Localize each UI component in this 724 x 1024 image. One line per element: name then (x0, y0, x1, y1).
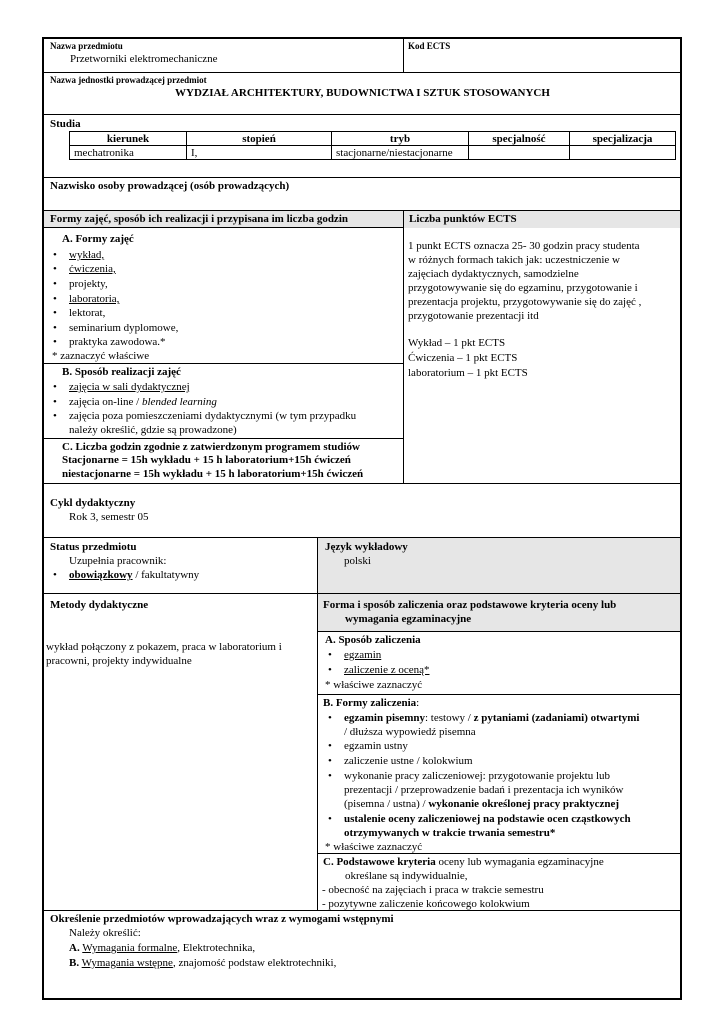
bullet-icon: • (53, 381, 57, 393)
initial-link: Wymagania wstępne (81, 957, 173, 969)
studia-value-row (70, 146, 676, 160)
bullet-icon: • (53, 307, 57, 319)
form-item-cwiczenia: ćwiczenia, (69, 263, 116, 275)
formal-value: , Elektrotechnika, (177, 942, 256, 954)
criteria-final-test: pozytywne zaliczenie końcowego kolokwium (328, 898, 530, 910)
assessment-graded-credit: zaliczenie z oceną* (344, 664, 430, 676)
bullet-icon: • (53, 293, 57, 305)
ects-desc-line: zajęciach dydaktycznych, samodzielne (408, 268, 579, 280)
bullet-icon: • (328, 770, 332, 782)
unit-label: Nazwa jednostki prowadzącej przedmiot (50, 75, 207, 85)
forms-a-note: * zaznaczyć właściwe (52, 350, 150, 362)
val-specjalizacja (570, 146, 676, 160)
bullet-icon: • (328, 813, 332, 825)
assessment-b-title-colon: : (416, 697, 420, 709)
studia-table (69, 131, 676, 160)
methods-line1: wykład połączony z pokazem, praca w laboratorium i (46, 641, 282, 653)
forms-b-title: B. Sposób realizacji zajęć (62, 366, 181, 378)
assessment-written-exam-line2: / dłuższa wypowiedź pisemna (344, 726, 476, 738)
assessment-project-line2: prezentacji / przeprowadzenie badań i prezentacja ich wyników (344, 784, 624, 796)
assessment-c-item1: - obecność na zajęciach i praca w trakcie semestru (322, 884, 544, 896)
language-title: Język wykładowy (325, 541, 408, 553)
status-optional: / fakultatywny (132, 569, 200, 581)
methods-title: Metody dydaktyczne (50, 599, 149, 611)
col-specjalnosc: specjalność (469, 132, 570, 146)
status-sub: Uzupełnia pracownik: (69, 555, 167, 567)
assessment-project-line1: wykonanie pracy zaliczeniowej: przygotowanie projektu lub (344, 770, 611, 782)
ects-desc-line: prezentacja projektu, przygotowywanie się do zajęć , (408, 296, 642, 308)
written-exam-rest: : testowy / (424, 712, 474, 724)
bullet-icon: • (328, 664, 332, 676)
assessment-project-line3 (344, 799, 619, 810)
prerequisites-formal (69, 943, 255, 954)
assessment-partial-line1: ustalenie oceny zaliczeniowej na podstawie ocen cząstkowych (344, 813, 631, 825)
written-exam-bold: egzamin pisemny (344, 712, 425, 724)
forms-title: Formy zajęć, sposób ich realizacji i przypisana im liczba godzin (50, 213, 348, 225)
bullet-icon: • (53, 396, 57, 408)
hours-niestacjonarne: niestacjonarne = 15h wykładu + 15 h laboratorium+15h ćwiczeń (62, 468, 364, 480)
ects-points-cwiczenia: Ćwiczenia – 1 pkt ECTS (408, 352, 518, 364)
ects-points-wyklad: Wykład – 1 pkt ECTS (408, 337, 506, 349)
project-line3-normal: (pisemna / ustna) / (344, 798, 429, 810)
methods-line2: pracowni, projekty indywidualne (46, 655, 192, 667)
bullet-icon: • (328, 712, 332, 724)
status-title: Status przedmiotu (50, 541, 137, 553)
forms-a-title: A. Formy zajęć (62, 233, 134, 245)
assessment-title-line1: Forma i sposób zaliczenia oraz podstawowe kryteria oceny lub (323, 599, 617, 611)
prerequisites-intro: Należy określić: (69, 927, 141, 939)
assessment-b-title-bold: B. Formy zaliczenia (323, 697, 417, 709)
col-specjalizacja: specjalizacja (570, 132, 676, 146)
form-item-wyklad: wykład, (69, 249, 105, 261)
subject-name-label: Nazwa przedmiotu (50, 41, 123, 51)
val-specjalnosc (469, 146, 570, 160)
initial-value: , znajomość podstaw elektrotechniki, (172, 957, 337, 969)
ects-title: Liczba punktów ECTS (409, 213, 517, 225)
prerequisites-title: Określenie przedmiotów wprowadzających wraz z wymogami wstępnymi (50, 913, 394, 925)
ects-desc-line: przygotowanie prezentacji itd (408, 310, 539, 322)
cycle-value: Rok 3, semestr 05 (69, 511, 149, 523)
form-item-laboratoria: laboratoria, (69, 293, 120, 305)
form-item-praktyka: praktyka zawodowa.* (69, 336, 166, 348)
hours-stacjonarne: Stacjonarne = 15h wykładu + 15 h laboratorium+15h ćwiczeń (62, 454, 351, 466)
bullet-icon: • (53, 336, 57, 348)
val-tryb: stacjonarne/niestacjonarne (332, 146, 469, 160)
val-stopien: I, (187, 146, 332, 160)
ects-desc-line: w różnych formach takich jak: uczestniczenie w (408, 254, 620, 266)
initial-label: B. (69, 957, 80, 969)
bullet-icon: • (53, 263, 57, 275)
bullet-icon: • (53, 569, 57, 581)
project-line3-bold: wykonanie określonej pracy praktycznej (428, 798, 620, 810)
realization-online-blended: blended learning (142, 396, 217, 408)
assessment-a-title: A. Sposób zaliczenia (325, 634, 421, 646)
realization-outside-line1: zajęcia poza pomieszczeniami dydaktycznymi (w tym przypadku (69, 410, 357, 422)
written-exam-open: z pytaniami (zadaniami) otwartymi (473, 712, 640, 724)
realization-outside-line2: należy określić, gdzie są prowadzone) (69, 424, 237, 436)
assessment-oral-credit: zaliczenie ustne / kolokwium (344, 755, 473, 767)
realization-online (69, 397, 217, 408)
assessment-oral-exam: egzamin ustny (344, 740, 408, 752)
assessment-title-line2: wymagania egzaminacyjne (345, 613, 472, 625)
assessment-c-title-bold: C. Podstawowe kryteria (323, 856, 436, 868)
ects-desc-line: przygotowywanie się do egzaminu, przygotowanie i (408, 282, 638, 294)
instructor-label: Nazwisko osoby prowadzącej (osób prowadzących) (50, 180, 290, 192)
col-kierunek: kierunek (70, 132, 187, 146)
form-item-projekty: projekty, (69, 278, 108, 290)
assessment-exam: egzamin (344, 649, 382, 661)
assessment-a-note: * właściwe zaznaczyć (325, 679, 423, 691)
studia-label: Studia (50, 118, 81, 130)
formal-label: A. (69, 942, 80, 954)
cycle-title: Cykl dydaktyczny (50, 497, 136, 509)
status-obligatory: obowiązkowy (69, 569, 133, 581)
assessment-written-exam (344, 713, 639, 724)
ects-code-label: Kod ECTS (408, 41, 451, 51)
subject-name-value: Przetworniki elektromechaniczne (70, 53, 218, 65)
criteria-attendance: obecność na zajęciach i praca w trakcie semestru (328, 884, 544, 896)
col-tryb: tryb (332, 132, 469, 146)
bullet-icon: • (53, 278, 57, 290)
assessment-c-title (323, 857, 604, 868)
forms-c-title: C. Liczba godzin zgodnie z zatwierdzonym programem studiów (62, 441, 360, 453)
formal-link: Wymagania formalne (82, 942, 178, 954)
bullet-icon: • (328, 649, 332, 661)
bullet-icon: • (328, 740, 332, 752)
assessment-b-note: * właściwe zaznaczyć (325, 841, 423, 853)
assessment-c-title-line2: określane są indywidualnie, (345, 870, 468, 882)
form-item-seminarium: seminarium dyplomowe, (69, 322, 179, 334)
ects-points-laboratorium: laboratorium – 1 pkt ECTS (408, 367, 528, 379)
form-item-lektorat: lektorat, (69, 307, 106, 319)
ects-desc-line: 1 punkt ECTS oznacza 25- 30 godzin pracy studenta (408, 240, 640, 252)
bullet-icon: • (328, 755, 332, 767)
prerequisites-initial (69, 958, 336, 969)
val-kierunek: mechatronika (70, 146, 187, 160)
bullet-icon: • (53, 249, 57, 261)
unit-value: WYDZIAŁ ARCHITEKTURY, BUDOWNICTWA I SZTUK STOSOWANYCH (175, 87, 550, 99)
studia-header-row (70, 132, 676, 146)
bullet-icon: • (53, 410, 57, 422)
assessment-partial-line2: otrzymywanych w trakcie trwania semestru* (344, 827, 556, 839)
assessment-b-title (323, 698, 419, 709)
language-value: polski (344, 555, 371, 567)
assessment-c-item2: - pozytywne zaliczenie końcowego kolokwium (322, 898, 530, 910)
status-value (69, 570, 199, 581)
bullet-icon: • (53, 322, 57, 334)
realization-online-prefix: zajęcia on-line / (69, 396, 142, 408)
realization-classroom: zajęcia w sali dydaktycznej (69, 381, 190, 393)
col-stopien: stopień (187, 132, 332, 146)
assessment-c-title-rest: oceny lub wymagania egzaminacyjne (435, 856, 604, 868)
